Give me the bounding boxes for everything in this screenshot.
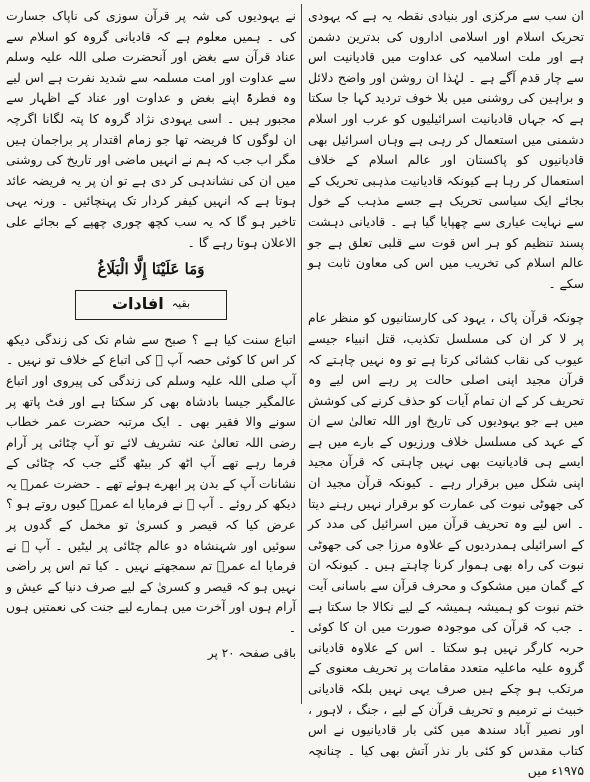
paragraph-gap xyxy=(308,294,584,308)
section-heading-title: افادات xyxy=(111,294,164,314)
right-paragraph-1: ان سب سے مرکزی اور بنیادی نقطہ یہ ہے کہ یہودی تحریک اسلام اور اسلامی اداروں کی بدترین دشمن ہے اور ملت اسلامیہ کی عداوت میں قادیانیت اس سے چار قدم آگے ہے ۔ لہٰذا ان روشن اور واضح دلائل و براہین کی روشنی میں بلا خوف تردید کہا جا سکتا ہے کہ جہاں قادیانیت اسرائیلیوں کو عرب اور اسلام دشمنی میں استعمال کر رہی ہے وہاں اسرائیل بھی قادیانیوں کو پاکستان اور عالم اسلام کے خلاف استعمال کر رہا ہے کیونکہ قادیانیت مذہبی تحریک کے بجائے ایک سیاسی تحریک ہے جسے مذہب کے خول سے نہایت عیاری سے چھپایا گیا ہے ۔ قادیانی دہشت پسند تنظیم کو ہر اس قوت سے قلبی تعلق ہے جو عالم اسلام کی تخریب میں اس کی معاون ثابت ہو سکے ۔ xyxy=(308,8,584,291)
continuation-note: باقی صفحہ ۲۰ پر xyxy=(207,645,296,660)
right-paragraph-2: چونکہ قرآن پاک ، یہود کی کارستانیوں کو منظر عام پر لا کر ان کی مسلسل تکذیب، قتل انبیاء جیسے عیوب کی نقاب کشائی کرتا ہے تو وہ نہیں چاہتے کہ قرآن مجید اپنی اصلی حالت پر رہے اس لیے وہ تحریف کر کے ان تمام آیات کو حذف کرنے کی کوشش میں ہے جو یہودیوں کی تاریخ اور اللہ تعالیٰ سے ان کے عہد کی مسلسل خلاف ورزیوں کے بارے میں ہے ایسے ہی قادیانیت بھی نہیں چاہتی کہ قرآن مجید اپنی شکل میں برقرار رہے ۔ کیونکہ قرآن مجید ان کی جھوٹی نبوت کی عمارت کو برقرار نہیں رہنے دیتا ۔ اس لیے وہ تحریف قرآن میں اسرائیل کی مدد کر کے اسرائیلی ہمدردیوں کے علاوہ مرزا جی کی جھوٹی نبوت کی راہ بھی ہموار کرنا چاہتے ہیں ۔ کیونکہ ان کے گمان میں مشکوک و محرف قرآن سے باسانی آیت ختم نبوت کو ہمیشہ ہمیشہ کے لیے نکالا جا سکتا ہے ۔ جب کہ قرآن کی موجودہ صورت میں ان کا کوئی حربہ کارگر نہیں ہو سکتا ۔ اس کے علاوہ قادیانی گروہ علیہ ماعلیہ متعدد مقامات پر تحریف معنوی کے مرتکب ہو چکے ہیں صرف یہی نہیں بلکہ قادیانی خبیث نے ترمیم و تحریف قرآن کے لیے ، جنگ ، لاہور ، اور نصیر آباد سندھ میں کئی بار قادیانیوں نے اس کتاب مقدس کو کئی بار نذر آتش بھی کیا ۔ چنانچہ ۱۹۷۵ء میں xyxy=(308,310,584,779)
left-column xyxy=(6,0,296,709)
section-heading-box xyxy=(75,290,227,320)
closing-verse: وَمَا عَلَيْنَا إِلَّا الْبَلَاغُ xyxy=(97,260,205,279)
left-paragraph-2: اتباع سنت کیا ہے ؟ صبح سے شام تک کی زندگی دیکھ کر اس کا کوئی حصہ آپ ﷺ کی اتباع کے خلاف تو نہیں ۔ آپ صلی اللہ علیہ وسلم کی زندگی کی پیروی اور اتباع عالمگیر جیسا بادشاہ بھی کر سکتا ہے اور فٹ پاتھ پر سونے والا فقیر بھی ۔ ایک مرتبہ حضرت عمر خطاب رضی اللہ تعالیٰ عنہ تشریف لائے تو آپ چٹائی پر آرام فرما رہے تھے آپ اٹھ کر بیٹھ گئے جب کہ چٹائی کے نشانات آپ کے بدن پر ابھرے ہوئے تھے ۔ حضرت عمرؓ یہ دیکھ کر روئے ۔ آپ ﷺ نے فرمایا اے عمرؓ کیوں روتے ہو ؟ عرض کیا کہ قیصر و کسریٰ تو مخمل کے گدوں پر سوئیں اور شہنشاہ دو عالم چٹائی پر لیٹیں ۔ آپ ﷺ نے فرمایا اے عمرؓ تم سمجھتے نہیں ۔ کیا تم اس پر راضی نہیں ہو کہ قیصر و کسریٰ کے لیے صرف دنیا کے عیش و آرام ہوں اور آخرت میں ہمارے لیے جنت کی نعمتیں ہوں ۔ xyxy=(6,331,296,636)
left-paragraph-1: نے یہودیوں کی شہ پر قرآن سوزی کی ناپاک جسارت کی ۔ ہمیں معلوم ہے کہ قادیانی گروہ کو اسلام سے عناد قرآن سے بغض اور آنحضرت صلی اللہ علیہ وسلم سے عداوت اور امت مسلمہ سے شدید نفرت ہے اس لیے وہ فطرۃً اپنے بغض و عداوت اور عناد کے اظہار سے مجبور ہیں ۔ اسی یہودی نژاد گروہ کا پتہ لگانا اگرچہ ان لوگوں کا فریضہ تھا جو زمام اقتدار پر براجمان ہیں مگر اب جب کہ ہم نے انہیں ماضی اور تاریخ کی روشنی میں ان کی نشاندہی کر دی ہے تو ان پر یہ فریضہ عائد ہوتا ہے کہ انہیں کیفر کردار تک پہنچائیں ۔ ورنہ یہی تاخیر ہو گا کہ یہ سب کچھ چوری چھپے کے بجائے علی الاعلان ہوتا رہے گا ۔ xyxy=(6,8,296,250)
right-column xyxy=(308,0,584,779)
section-heading-prefix: بقیہ xyxy=(171,297,191,311)
column-divider xyxy=(301,4,302,704)
